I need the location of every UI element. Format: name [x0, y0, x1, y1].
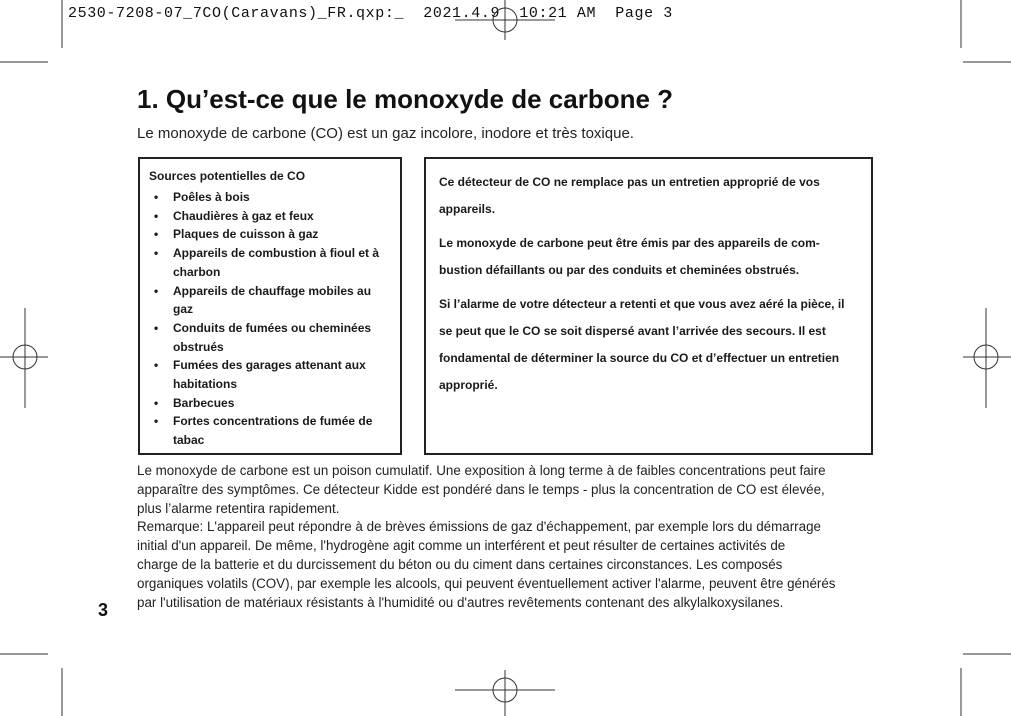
list-item-text: Fortes concentrations de fumée de tabac: [173, 414, 373, 448]
notice-paragraph: Le monoxyde de carbone peut être émis par des appareils de com-bustion défaillants ou par des conduits et cheminées obstrués.: [439, 236, 820, 277]
bullet-icon: •: [154, 283, 159, 298]
body-line: par l'utilisation de matériaux résistants à l'humidité ou d'autres revêtements contenant des alkylalkoxysilanes.: [137, 594, 784, 610]
body-line: apparaître des symptômes. Ce détecteur Kidde est pondéré dans le temps - plus la concentration de CO est élevée,: [137, 481, 825, 497]
body-line: charge de la batterie et du durcissement du béton ou du ciment dans certaines circonstances. Les composés: [137, 556, 783, 572]
list-item: [149, 282, 392, 319]
detector-notice-box: [424, 157, 873, 455]
list-item: [149, 225, 392, 244]
body-line: organiques volatils (COV), par exemple les alcools, qui peuvent éventuellement activer l'alarme, peuvent être générés: [137, 575, 836, 591]
bullet-icon: •: [154, 414, 159, 429]
body-text: [137, 462, 897, 612]
list-item: [149, 244, 392, 281]
notice-paragraph: Ce détecteur de CO ne remplace pas un entretien approprié de vos appareils.: [439, 175, 820, 216]
bullet-icon: •: [154, 395, 159, 410]
bullet-icon: •: [154, 190, 159, 204]
body-line: initial d'un appareil. De même, l'hydrogène agit comme un interférent et peut résulter de certaines activités de: [137, 538, 786, 554]
bullet-icon: •: [154, 227, 159, 242]
bullet-icon: •: [154, 208, 159, 223]
co-sources-box: [138, 157, 402, 455]
list-item: [149, 207, 392, 226]
bullet-icon: •: [154, 320, 159, 335]
co-sources-heading: Sources potentielles de CO: [149, 169, 306, 183]
list-item-text: Chaudières à gaz et feux: [173, 208, 314, 223]
list-item-text: Appareils de combustion à fioul et à charbon: [173, 246, 380, 279]
list-item: [149, 356, 392, 393]
list-item-text: Plaques de cuisson à gaz: [173, 227, 319, 242]
registration-mark-left: [0, 308, 48, 408]
list-item-text: Barbecues: [173, 395, 235, 410]
list-item-text: Conduits de fumées ou cheminées obstrués: [173, 320, 372, 354]
section-title: 1. Qu’est-ce que le monoxyde de carbone ?: [137, 84, 674, 114]
co-sources-list: [149, 188, 392, 450]
body-line: Remarque: L'appareil peut répondre à de brèves émissions de gaz d'échappement, par exemple lors du démarrage: [137, 519, 821, 535]
registration-mark-top: [455, 0, 555, 40]
bullet-icon: •: [154, 358, 159, 373]
list-item: [149, 188, 392, 207]
list-item: [149, 319, 392, 356]
registration-mark-bottom: [455, 670, 555, 716]
page-number: 3: [98, 600, 109, 620]
print-slug-line: 2530-7208-07_7CO(Caravans)_FR.qxp:_ 2021.4.9 10:21 AM Page 3: [68, 5, 673, 22]
notice-paragraph: Si l’alarme de votre détecteur a retenti et que vous avez aéré la pièce, il se peut que le CO se soit dispersé avant l’arrivée des secours. Il est fondamental de déterminer la source du CO et d’effectuer un entretien approprié.: [439, 297, 845, 392]
list-item-text: Appareils de chauffage mobiles au gaz: [173, 283, 372, 317]
body-line: Le monoxyde de carbone est un poison cumulatif. Une exposition à long terme à de faibles concentrations peut faire: [137, 463, 826, 478]
bullet-icon: •: [154, 246, 159, 261]
body-line: plus l’alarme retentira rapidement.: [137, 500, 340, 516]
section-subtitle: Le monoxyde de carbone (CO) est un gaz incolore, inodore et très toxique.: [137, 125, 634, 142]
list-item-text: Fumées des garages attenant aux habitations: [173, 358, 366, 392]
list-item: [149, 412, 392, 449]
list-item-text: Poêles à bois: [173, 190, 250, 204]
list-item: [149, 394, 392, 413]
registration-mark-right: [963, 308, 1011, 408]
